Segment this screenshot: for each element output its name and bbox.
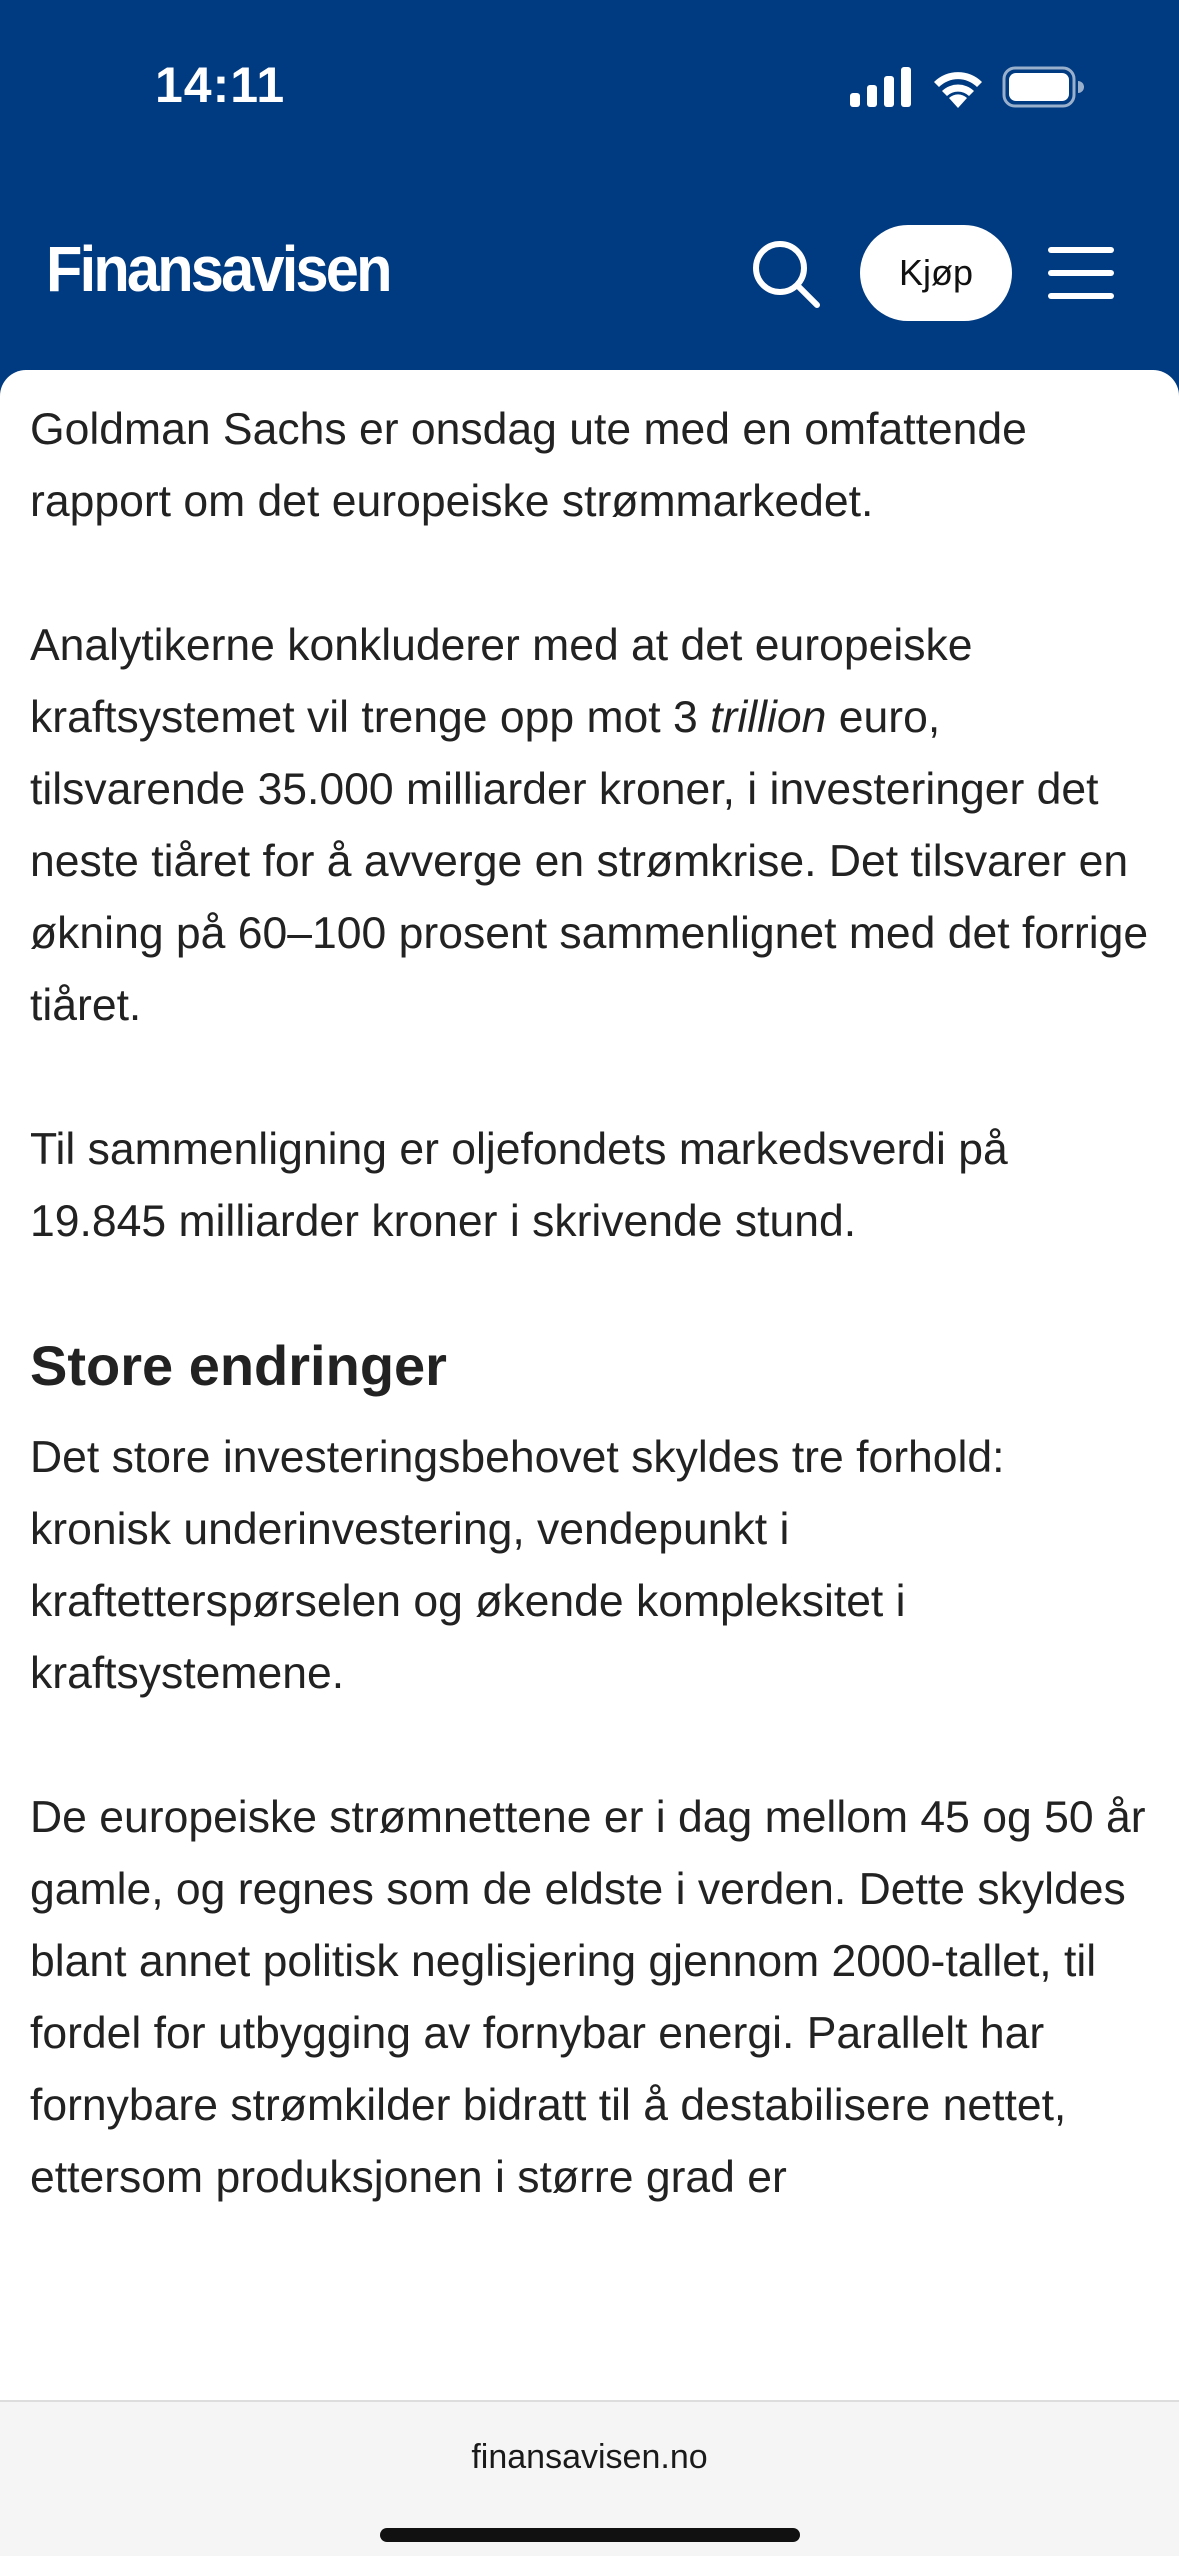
browser-url-bar[interactable] xyxy=(0,2400,1179,2556)
search-button[interactable] xyxy=(750,238,822,310)
article-subheading: Store endringer xyxy=(30,1334,447,1397)
article-paragraph-5: De europeiske strømnettene er i dag mellom 45 og 50 år gamle, og regnes som de eldste i verden. Dette skyldes blant annet politisk neglisjering gjennom 2000-tallet, til fordel for utbygging av fornybar energi. Parallelt har fornybare strømkilder bidratt til å destabilisere nettet, ettersom produksjonen i større grad er xyxy=(30,1793,1146,2202)
buy-button[interactable]: Kjøp xyxy=(860,225,1012,321)
paragraph-2-text-end: euro, tilsvarende 35.000 milliarder kroner, i investeringer det neste tiåret for å avverge en strømkrise. Det tilsvarer en økning på 60–100 prosent sammenlignet med det forrige tiåret. xyxy=(30,693,1149,1030)
article-body xyxy=(30,394,1150,2286)
home-indicator[interactable] xyxy=(380,2528,800,2542)
article-paragraph-4: Det store investeringsbehovet skyldes tre forhold: kronisk underinvestering, vendepunkt i kraftetterspørselen og økende kompleksitet i kraftsystemene. xyxy=(30,1433,1005,1698)
paragraph-2-italic: trillion xyxy=(710,693,827,742)
paragraph-2-text-start: Analytikerne konkluderer med at det europeiske kraftsystemet vil trenge opp mot 3 xyxy=(30,621,973,742)
app-header xyxy=(0,175,1179,370)
article-paragraph-3: Til sammenligning er oljefondets markedsverdi på 19.845 milliarder kroner i skrivende stund. xyxy=(30,1125,1008,1246)
article-content xyxy=(0,370,1179,2400)
article-paragraph-2 xyxy=(30,610,1150,1042)
battery-icon xyxy=(1002,66,1084,108)
status-time: 14:11 xyxy=(155,57,286,113)
search-icon xyxy=(750,238,822,310)
wifi-icon xyxy=(930,66,986,108)
cellular-signal-icon xyxy=(850,67,912,107)
finansavisen-logo[interactable]: Finansavisen xyxy=(46,233,390,305)
url-text[interactable]: finansavisen.no xyxy=(471,2438,708,2476)
status-bar xyxy=(0,0,1179,175)
hamburger-menu-icon xyxy=(1048,245,1114,301)
menu-button[interactable] xyxy=(1048,245,1114,301)
article-paragraph-1: Goldman Sachs er onsdag ute med en omfattende rapport om det europeiske strømmarkedet. xyxy=(30,405,1027,526)
status-icons xyxy=(850,62,1084,112)
